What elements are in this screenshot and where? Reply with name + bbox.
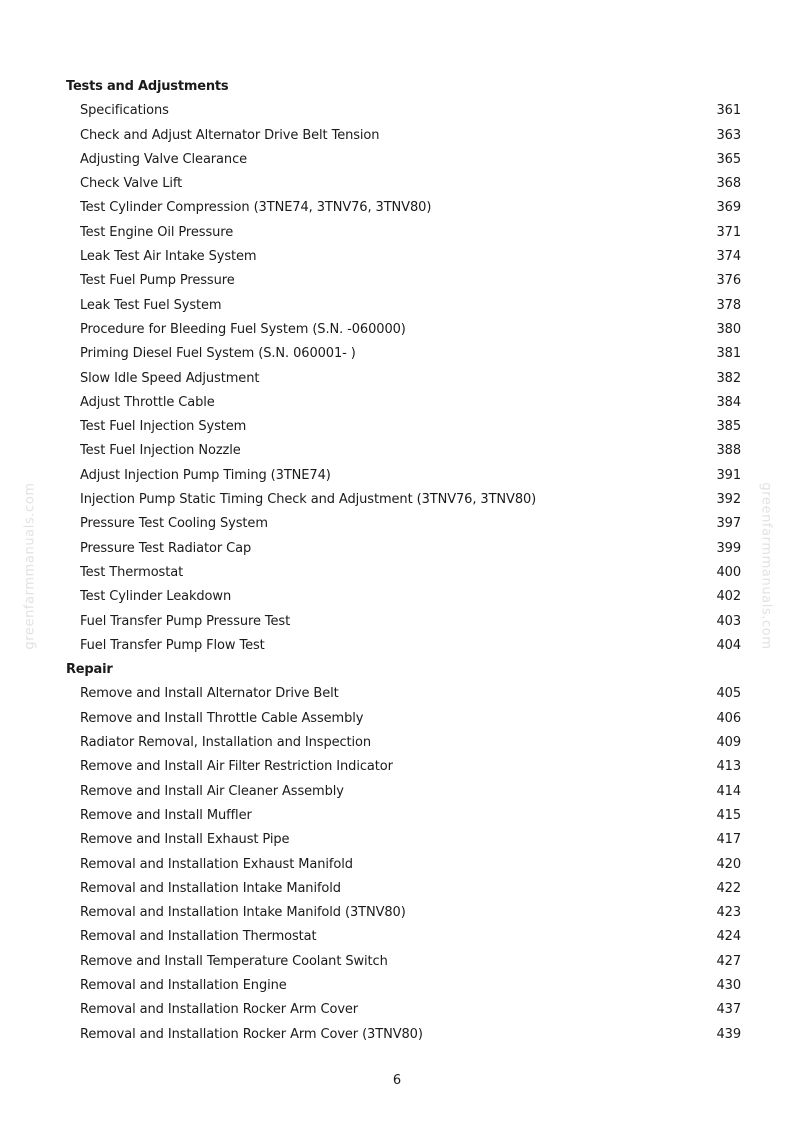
- toc-entry[interactable]: [0, 391, 794, 415]
- toc-entry[interactable]: [0, 512, 794, 536]
- toc-entry[interactable]: [0, 877, 794, 901]
- toc-entry[interactable]: [0, 99, 794, 123]
- toc-entry-title: Procedure for Bleeding Fuel System (S.N. -060000): [80, 321, 406, 337]
- toc-entry-page-number: 430: [716, 977, 741, 993]
- toc-entry-page-number: 368: [716, 176, 741, 192]
- toc-entry[interactable]: [0, 707, 794, 731]
- toc-entry[interactable]: [0, 415, 794, 439]
- toc-entry[interactable]: [0, 439, 794, 463]
- toc-entry-title: Removal and Installation Thermostat: [80, 929, 317, 945]
- toc-entry-title: Removal and Installation Rocker Arm Cover: [80, 1002, 359, 1018]
- toc-entry-title: Removal and Installation Rocker Arm Cover (3TNV80): [80, 1026, 423, 1042]
- toc-entry[interactable]: [0, 221, 794, 245]
- toc-entry-page-number: 399: [716, 540, 741, 556]
- toc-entry-page-number: 420: [716, 856, 741, 872]
- toc-entry-title: Remove and Install Temperature Coolant Switch: [80, 953, 388, 969]
- toc-entry-page-number: 391: [716, 467, 741, 483]
- toc-entry-title: Remove and Install Air Cleaner Assembly: [80, 783, 344, 799]
- toc-entry[interactable]: [0, 731, 794, 755]
- toc-entry[interactable]: [0, 901, 794, 925]
- toc-entry[interactable]: [0, 755, 794, 779]
- toc-entry[interactable]: [0, 998, 794, 1022]
- table-of-contents: [0, 75, 794, 1047]
- toc-entry[interactable]: [0, 294, 794, 318]
- toc-entry-title: Specifications: [80, 103, 169, 119]
- toc-entry[interactable]: [0, 610, 794, 634]
- toc-entry-title: Adjusting Valve Clearance: [80, 151, 248, 167]
- toc-entry-title: Test Fuel Injection Nozzle: [80, 443, 241, 459]
- toc-entry[interactable]: [0, 245, 794, 269]
- toc-entry[interactable]: [0, 488, 794, 512]
- toc-entry-title: Check Valve Lift: [80, 176, 183, 192]
- toc-entry-page-number: 427: [716, 953, 741, 969]
- toc-entry-page-number: 422: [716, 880, 741, 896]
- toc-entry-page-number: 437: [716, 1002, 741, 1018]
- toc-entry-title: Test Cylinder Compression (3TNE74, 3TNV76, 3TNV80): [80, 200, 432, 216]
- toc-entry-page-number: 384: [716, 394, 741, 410]
- toc-entry[interactable]: [0, 925, 794, 949]
- toc-entry-page-number: 423: [716, 905, 741, 921]
- toc-entry-title: Test Thermostat: [80, 564, 184, 580]
- toc-entry-page-number: 409: [716, 735, 741, 751]
- toc-entry-title: Priming Diesel Fuel System (S.N. 060001- ): [80, 346, 356, 362]
- toc-entry-title: Check and Adjust Alternator Drive Belt Tension: [80, 127, 380, 143]
- toc-entry-title: Removal and Installation Exhaust Manifold: [80, 856, 353, 872]
- toc-entry-title: Fuel Transfer Pump Flow Test: [80, 637, 265, 653]
- toc-entry-page-number: 382: [716, 370, 741, 386]
- toc-entry[interactable]: [0, 585, 794, 609]
- toc-entry-page-number: 400: [716, 564, 741, 580]
- toc-entry[interactable]: [0, 172, 794, 196]
- toc-entry-page-number: 413: [716, 759, 741, 775]
- toc-entry-title: Remove and Install Exhaust Pipe: [80, 832, 290, 848]
- toc-entry-page-number: 361: [716, 103, 741, 119]
- toc-entry[interactable]: [0, 464, 794, 488]
- toc-entry-title: Slow Idle Speed Adjustment: [80, 370, 260, 386]
- page-number: 6: [392, 1073, 402, 1088]
- toc-entry[interactable]: [0, 853, 794, 877]
- toc-entry-page-number: 369: [716, 200, 741, 216]
- toc-entry[interactable]: [0, 124, 794, 148]
- toc-entry-page-number: 403: [716, 613, 741, 629]
- toc-entry[interactable]: [0, 561, 794, 585]
- toc-entry[interactable]: [0, 269, 794, 293]
- toc-entry-title: Fuel Transfer Pump Pressure Test: [80, 613, 291, 629]
- toc-entry[interactable]: [0, 804, 794, 828]
- toc-entry-title: Test Engine Oil Pressure: [80, 224, 234, 240]
- toc-entry[interactable]: [0, 367, 794, 391]
- toc-entry-page-number: 417: [716, 832, 741, 848]
- toc-entry-page-number: 385: [716, 419, 741, 435]
- toc-entry[interactable]: [0, 828, 794, 852]
- toc-entry-title: Remove and Install Air Filter Restriction Indicator: [80, 759, 393, 775]
- toc-entry-title: Test Fuel Pump Pressure: [80, 273, 235, 289]
- toc-entry[interactable]: [0, 682, 794, 706]
- toc-entry[interactable]: [0, 196, 794, 220]
- toc-entry-title: Adjust Injection Pump Timing (3TNE74): [80, 467, 331, 483]
- toc-entry[interactable]: [0, 634, 794, 658]
- toc-entry-page-number: 371: [716, 224, 741, 240]
- toc-entry-page-number: 414: [716, 783, 741, 799]
- toc-entry-page-number: 392: [716, 492, 741, 508]
- toc-entry[interactable]: [0, 537, 794, 561]
- toc-entry-title: Leak Test Air Intake System: [80, 249, 257, 265]
- toc-entry-title: Test Fuel Injection System: [80, 419, 247, 435]
- section-heading: Repair: [66, 662, 113, 678]
- toc-entry[interactable]: [0, 318, 794, 342]
- toc-entry-title: Leak Test Fuel System: [80, 297, 222, 313]
- toc-entry-title: Pressure Test Cooling System: [80, 516, 268, 532]
- toc-entry-page-number: 380: [716, 321, 741, 337]
- toc-entry-title: Remove and Install Muffler: [80, 807, 252, 823]
- toc-entry[interactable]: [0, 780, 794, 804]
- toc-entry-title: Remove and Install Throttle Cable Assembly: [80, 710, 364, 726]
- toc-entry[interactable]: [0, 950, 794, 974]
- toc-entry-page-number: 424: [716, 929, 741, 945]
- toc-entry-page-number: 365: [716, 151, 741, 167]
- toc-entry[interactable]: [0, 1023, 794, 1047]
- toc-entry-page-number: 439: [716, 1026, 741, 1042]
- toc-entry-page-number: 388: [716, 443, 741, 459]
- toc-entry-title: Injection Pump Static Timing Check and Adjustment (3TNV76, 3TNV80): [80, 492, 537, 508]
- toc-entry-page-number: 374: [716, 249, 741, 265]
- toc-entry-page-number: 363: [716, 127, 741, 143]
- toc-entry-title: Removal and Installation Engine: [80, 977, 287, 993]
- toc-entry-page-number: 405: [716, 686, 741, 702]
- watermark-left: greenfarmmanuals.com: [22, 482, 38, 650]
- toc-entry-page-number: 397: [716, 516, 741, 532]
- toc-entry-title: Removal and Installation Intake Manifold (3TNV80): [80, 905, 406, 921]
- toc-entry-page-number: 415: [716, 807, 741, 823]
- toc-entry-title: Pressure Test Radiator Cap: [80, 540, 252, 556]
- watermark-right: greenfarmmanuals.com: [758, 482, 774, 650]
- toc-entry-title: Remove and Install Alternator Drive Belt: [80, 686, 339, 702]
- toc-entry-title: Test Cylinder Leakdown: [80, 589, 232, 605]
- toc-entry-page-number: 378: [716, 297, 741, 313]
- toc-entry-title: Removal and Installation Intake Manifold: [80, 880, 341, 896]
- toc-entry[interactable]: [0, 148, 794, 172]
- toc-entry[interactable]: [0, 342, 794, 366]
- toc-entry-page-number: 406: [716, 710, 741, 726]
- toc-entry-title: Radiator Removal, Installation and Inspection: [80, 735, 372, 751]
- toc-entry-title: Adjust Throttle Cable: [80, 394, 215, 410]
- toc-entry-page-number: 376: [716, 273, 741, 289]
- section-heading: Tests and Adjustments: [66, 79, 229, 94]
- toc-entry[interactable]: [0, 974, 794, 998]
- toc-entry-page-number: 402: [716, 589, 741, 605]
- toc-entry-page-number: 381: [716, 346, 741, 362]
- toc-entry-page-number: 404: [716, 637, 741, 653]
